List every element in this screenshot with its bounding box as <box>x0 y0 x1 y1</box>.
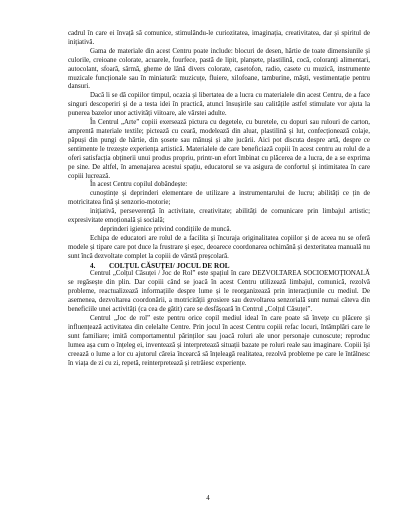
paragraph-role-play-center: Centrul „Colțul Căsuței / Joc de Rol” este spațiul în care DEZVOLTAREA SOCIOEMOȚIONALĂ se regăsește din plin. Dar copiii când se joacă în acest Centru utilizează limbajul, comunică, rezolvă probleme, reactualizează informațiile despre lume și le reorganizează prin interacțiunile cu mediul. De asemenea, dezvoltarea coordonării, a motricității grosiere sau dezvoltarea senzorială sunt numai câteva din beneficiile unei activități (ca cea de gătit) care se desfășoară în Centrul „Colțul Căsuței”. <box>68 270 370 314</box>
list-item-skills: cunoștințe și deprinderi elementare de utilizare a instrumentarului de lucru; abilități ce țin de motricitatea fină și senzorio-motorie; <box>68 190 370 207</box>
page-number: 4 <box>206 495 210 502</box>
paragraph-freedom: Dacă li se dă copiilor timpul, ocazia și libertatea de a lucra cu materialele din acest Centru, de a face singuri descoperiri și de a testa idei în practică, atunci însușirile sau calitățile astfel stimulate vor ajuta la punerea bazelor unor activități viitoare, ale vârstei adulte. <box>68 92 370 118</box>
paragraph-arts-center: În Centrul „Arte” copiii exersează pictura cu degetele, cu buretele, cu dopuri sau rulouri de carton, amprentă materiale textile; pictează cu ceară, modelează din aluat, plastilină și lut, confecționează colaje, păpuși din pungi de hârtie, din șosete sau mănuși și alte jucării. Aici pot discuta despre artă, despre ce sentimente le trezește experiența artistică. Materialele de care beneficiază copiii în acest centru au rolul de a oferi satisfacția obținerii unui produs propriu, printr-un efort îmbinat cu plăcerea de a lucra, de a se exprima pe sine. De altfel, în amenajarea acestui spațiu, educatorul se va asigura de confortul și intimitatea în care copiii lucrează. <box>68 119 370 180</box>
paragraph-materials: Gama de materiale din acest Centru poate include: blocuri de desen, hârtie de toate dimensiunile și culorile, creioane colorate, acuarele, fourfece, pastă de lipit, planșete, plastilină, cocă, coloranți alimentari, autocolant, sfoară, sârmă, gheme de lână divers colorate, casetofon, radio, casete cu muzică, instrumente muzicale funcționale sau în miniatură: muzicuțe, fluiere, xilofoane, tamburine, măști, vestimentație pentru dansuri. <box>68 47 370 91</box>
list-item-hygiene: deprinderi igienice privind condițiile de muncă. <box>100 225 232 233</box>
paragraph-role-play-benefits: Centrul „Joc de rol” este pentru orice copil mediul ideal în care poate să învețe cu plăcere și influențează activitatea din celelalte Centre. Prin jocul în acest Centru copiii refac locuri, întâmplări care le sunt familiare; imită comportamentul părinților sau joacă roluri ale unor personaje cunoscute; reproduc lumea așa cum o înțeleg ei, inventează și interpretează situații bazate pe roluri reale sau imaginare. Copiii își creează o lume a lor cu ajutorul căreia încearcă să înțeleagă realitatea, rezolvă probleme pe care le întâlnesc în viața de zi cu zi, repetă, reinterpretează și retrăiesc experiențe. <box>68 315 370 367</box>
section-number: 4. <box>90 261 96 270</box>
section-title: COLȚUL CĂSUȚEI/ JOCUL DE ROL <box>108 261 230 270</box>
paragraph-closing: Echipa de educatori are rolul de a facilita și încuraja originalitatea copiilor și de aceea nu se oferă modele și tipare care pot duce la frustrare și eșec, deoarece coordonarea ochimână și dexteritatea manuală nu sunt încă dezvoltate complet la copiii de vârstă preșcolară. <box>68 234 370 260</box>
list-item-initiative: inițiativă, perseverență în activitate, creativitate; abilități de comunicare prin limbajul artistic; expresivitate emoțională și socială; <box>68 208 370 225</box>
paragraph-acquires: În acest Centru copilul dobândește: <box>90 181 188 189</box>
paragraph-intro-continued: cadrul în care ei învață să comunice, stimulându-le curiozitatea, imaginația, creativitatea, dar și spiritul de inițiativă. <box>68 30 370 46</box>
